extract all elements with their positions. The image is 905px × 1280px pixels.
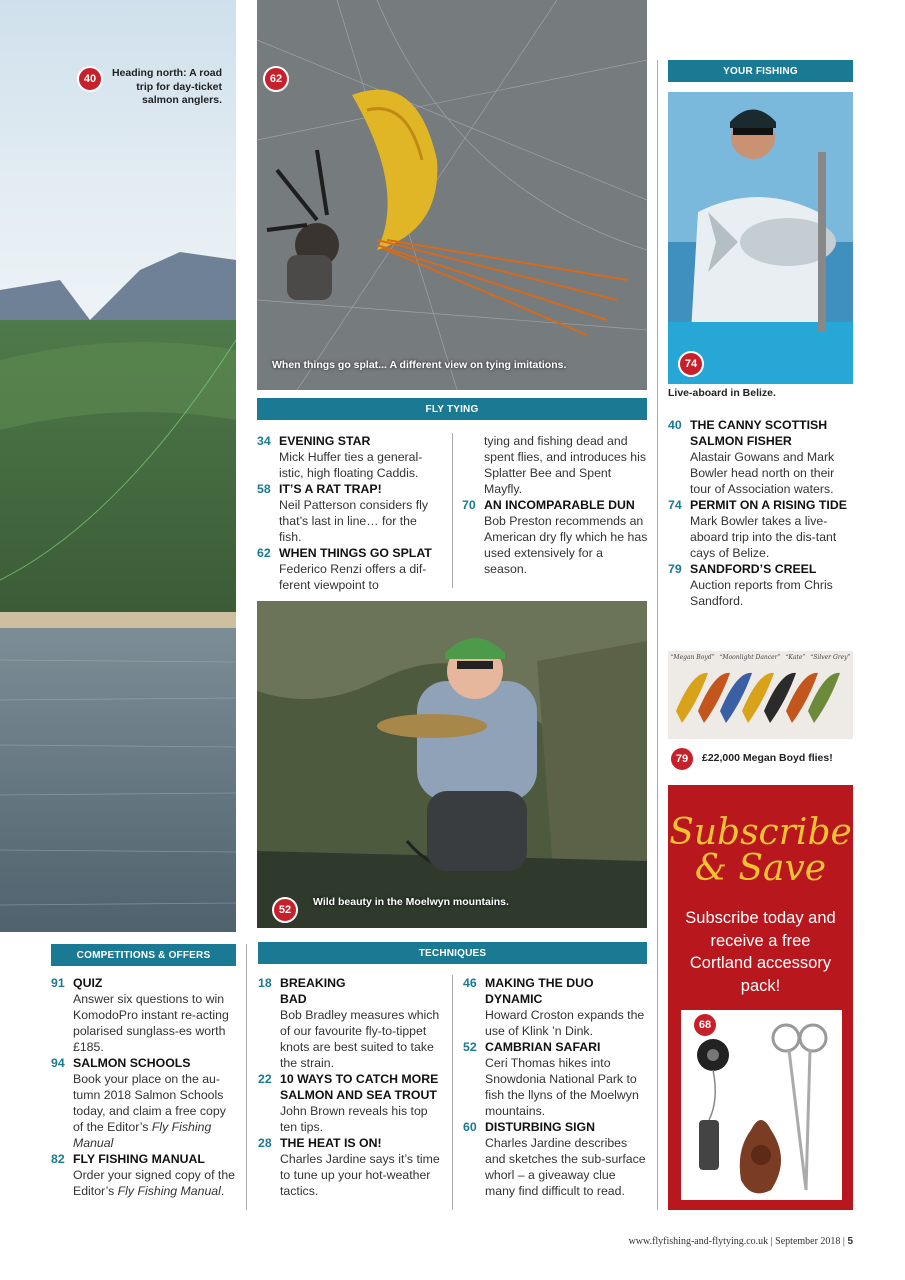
article-desc: Charles Jardine describes and sketches the sub-surface whorl – a giveaway clue many find difficult to read. (485, 1136, 646, 1198)
toc-entry[interactable] (668, 417, 854, 497)
toc-entry[interactable] (257, 481, 441, 545)
article-desc: Charles Jardine says it’s time to tune up your hot-weather tactics. (280, 1152, 440, 1198)
subscribe-ad[interactable] (668, 785, 853, 1210)
article-desc: Answer six questions to win KomodoPro instant re-acting polarised sunglass-es worth £185. (73, 992, 229, 1054)
page-footer (629, 1236, 853, 1247)
page-number: 62 (257, 546, 271, 560)
techniques-col-2 (463, 975, 649, 1199)
article-desc: Mick Huffer ties a general-istic, high floating Caddis. (279, 450, 423, 480)
article-desc-end: . (220, 1184, 225, 1198)
page-number: 91 (51, 976, 65, 990)
article-desc: Auction reports from Chris Sandford. (690, 578, 833, 608)
toc-entry[interactable] (51, 975, 237, 1055)
toc-entry[interactable] (51, 1151, 237, 1199)
toc-entry[interactable] (463, 1119, 649, 1199)
article-desc-italic: Fly Fishing Manual (73, 1120, 212, 1150)
page-number: 18 (258, 976, 272, 990)
article-desc: Ceri Thomas hikes into Snowdonia National Park to fish the llyns of the Moelwyn mountains. (485, 1056, 639, 1118)
fly-label: “Megan Boyd” (670, 654, 715, 661)
article-desc: Neil Patterson considers fly that’s last in line… for the fish. (279, 498, 428, 544)
subscribe-script (668, 812, 853, 889)
photo-badge-52: 52 (272, 897, 298, 923)
article-title: SANDFORD’S CREEL (690, 562, 817, 576)
fly-label: “Silver Grey” (810, 654, 851, 661)
photo-badge-74: 74 (678, 351, 704, 377)
article-desc: Bob Preston recommends an American dry fly which he has used extensively for a season. (484, 514, 648, 576)
subscribe-script-line1: Subscribe (669, 812, 852, 853)
article-title: THE CANNY SCOTTISH SALMON FISHER (690, 418, 828, 448)
article-desc: Book your place on the au-tumn 2018 Salmon Schools today, and claim a free copy of the Editor’s (73, 1072, 226, 1134)
toc-entry[interactable] (463, 1039, 649, 1119)
article-title: WHEN THINGS GO SPLAT (279, 546, 432, 560)
article-title: PERMIT ON A RISING TIDE (690, 498, 847, 512)
page-number: 22 (258, 1072, 272, 1086)
article-desc-italic: Fly Fishing Manual (117, 1184, 221, 1198)
photo-badge-68: 68 (692, 1012, 718, 1038)
landscape-caption: Heading north: A road trip for day-ticket salmon anglers. (111, 67, 222, 107)
fly-photo (257, 0, 647, 390)
your-fishing-list (668, 417, 854, 609)
article-title: 10 WAYS TO CATCH MORE SALMON AND SEA TROUT (280, 1072, 439, 1102)
moelwyn-caption: Wild beauty in the Moelwyn mountains. (313, 896, 509, 908)
column-divider (657, 60, 658, 1210)
page-number-footer: 5 (847, 1236, 853, 1247)
article-title: IT’S A RAT TRAP! (279, 482, 382, 496)
flybox-photo (668, 651, 853, 739)
article-title: SALMON SCHOOLS (73, 1056, 191, 1070)
column-divider (246, 944, 247, 1210)
page-number: 70 (462, 498, 476, 512)
article-title: MAKING THE DUO DYNAMIC (485, 976, 594, 1006)
toc-entry[interactable] (668, 561, 854, 609)
flies-caption: £22,000 Megan Boyd flies! (702, 752, 833, 764)
fly-label: “Moonlight Dancer” (719, 654, 781, 661)
toc-entry[interactable] (258, 1071, 442, 1135)
toc-entry[interactable] (257, 433, 441, 481)
moelwyn-photo (257, 601, 647, 928)
toc-entry[interactable] (257, 545, 441, 593)
permit-photo (668, 92, 853, 384)
photo-badge-40: 40 (77, 66, 103, 92)
column-divider (452, 433, 453, 588)
page-number: 58 (257, 482, 271, 496)
cortland-pack-photo (681, 1010, 842, 1200)
photo-badge-62: 62 (263, 66, 289, 92)
article-title: AN INCOMPARABLE DUN (484, 498, 635, 512)
competitions-list (51, 975, 237, 1199)
subscribe-text: Subscribe today and receive a free Cortland accessory pack! (685, 909, 836, 995)
toc-entry[interactable] (51, 1055, 237, 1151)
toc-entry[interactable] (668, 497, 854, 561)
page-number: 52 (463, 1040, 477, 1054)
page-number: 74 (668, 498, 682, 512)
toc-entry[interactable] (258, 1135, 442, 1199)
fly-tying-col-2 (462, 433, 648, 577)
section-competitions: COMPETITIONS & OFFERS (51, 944, 236, 966)
toc-entry[interactable] (463, 975, 649, 1039)
page-number: 94 (51, 1056, 65, 1070)
subscribe-script-line2: & Save (694, 848, 827, 889)
page-number: 46 (463, 976, 477, 990)
article-desc: Bob Bradley measures which of our favourite fly-to-tippet knots are best suited to take the strain. (280, 1008, 440, 1070)
landscape-photo (0, 0, 236, 932)
article-title: FLY FISHING MANUAL (73, 1152, 205, 1166)
article-desc: Mark Bowler takes a live-aboard trip into the dis-tant cays of Belize. (690, 514, 837, 560)
page-number: 79 (668, 562, 682, 576)
article-desc: Order your signed copy of the Editor’s (73, 1168, 235, 1198)
page-number: 60 (463, 1120, 477, 1134)
article-title: QUIZ (73, 976, 103, 990)
article-title: THE HEAT IS ON! (280, 1136, 382, 1150)
section-techniques: TECHNIQUES (258, 942, 647, 964)
page-number: 28 (258, 1136, 272, 1150)
article-desc-continued: tying and fishing dead and spent flies, and introduces his Splatter Bee and Spent Mayfly. (484, 434, 647, 496)
toc-entry[interactable] (462, 497, 648, 577)
article-title: CAMBRIAN SAFARI (485, 1040, 601, 1054)
page-number: 40 (668, 418, 682, 432)
article-title: EVENING STAR (279, 434, 371, 448)
techniques-col-1 (258, 975, 442, 1199)
permit-caption: Live-aboard in Belize. (668, 387, 776, 399)
photo-badge-79: 79 (669, 746, 695, 772)
article-title: DISTURBING SIGN (485, 1120, 595, 1134)
toc-entry[interactable] (258, 975, 442, 1071)
article-desc: Federico Renzi offers a dif-ferent viewpoint to (279, 562, 427, 592)
article-title: BREAKING BAD (280, 976, 346, 1006)
article-desc: Howard Croston expands the use of Klink ’n Dink. (485, 1008, 645, 1038)
fly-label: “Kate” (785, 654, 806, 661)
column-divider (452, 975, 453, 1210)
article-desc: John Brown reveals his top ten tips. (280, 1104, 428, 1134)
page-number: 34 (257, 434, 271, 448)
section-fly-tying: FLY TYING (257, 398, 647, 420)
footer-url[interactable]: www.flyfishing-and-flytying.co.uk | September 2018 | (628, 1236, 845, 1247)
page-number: 82 (51, 1152, 65, 1166)
section-your-fishing: YOUR FISHING (668, 60, 853, 82)
article-desc: Alastair Gowans and Mark Bowler head north on their tour of Association waters. (690, 450, 835, 496)
fly-tying-col-1 (257, 433, 441, 593)
fly-caption: When things go splat... A different view on tying imitations. (272, 359, 567, 371)
